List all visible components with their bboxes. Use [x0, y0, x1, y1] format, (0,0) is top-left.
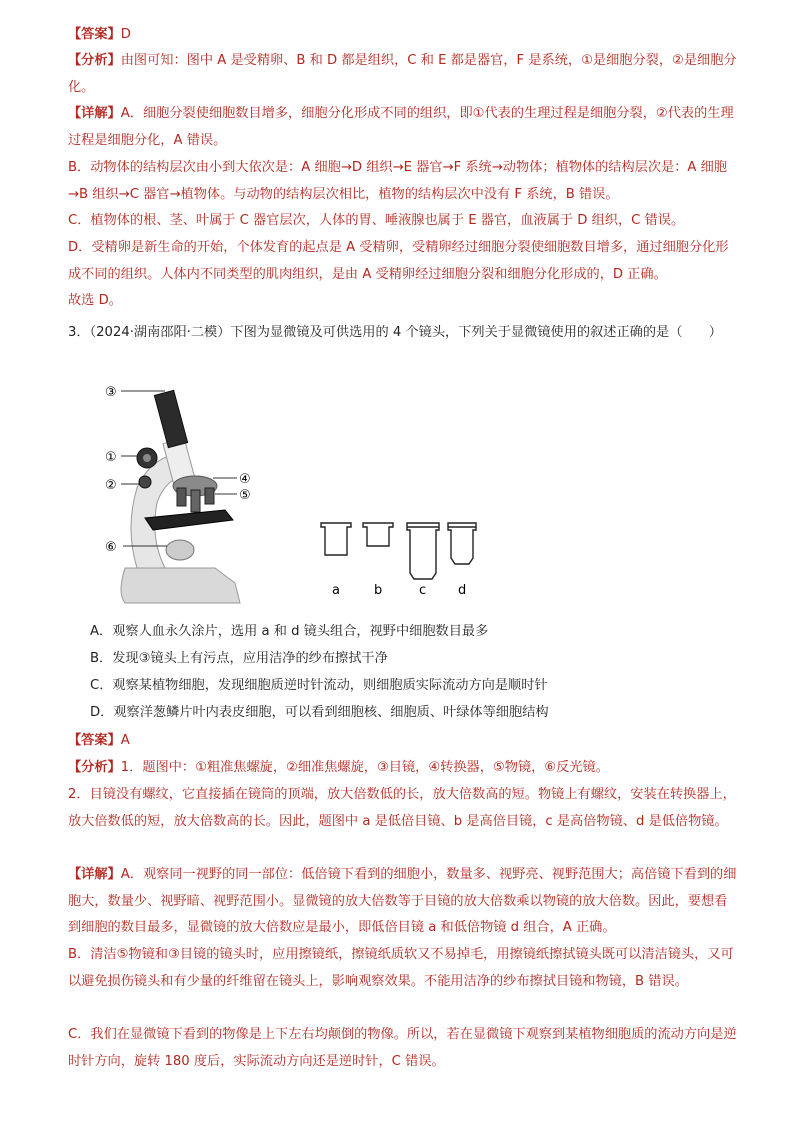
label-4: ④	[239, 472, 251, 487]
question-3-stem: 3．（2024·湖南邵阳·二模）下图为显微镜及可供选用的 4 个镜头，下列关于显微镜使用的叙述正确的是（ ）	[68, 325, 722, 340]
microscope-base	[121, 568, 240, 603]
option-d: D．观察洋葱鳞片叶内表皮细胞，可以看到细胞核、细胞质、叶绿体等细胞结构	[90, 705, 549, 720]
option-a: A．观察人血永久涂片，选用 a 和 d 镜头组合，视野中细胞数目最多	[90, 624, 489, 639]
answer-tag-2: 【答案】	[68, 733, 121, 748]
detail-1d: D．受精卵是新生命的开始，个体发育的起点是 A 受精卵，受精卵经过细胞分裂使细胞数目增多，通过细胞分化形成不同的组织。人体内不同类型的肌肉组织，是由 A 受精卵经过细胞分裂和细胞分化形成的，D 正确。	[68, 240, 729, 282]
label-5: ⑤	[239, 488, 251, 503]
analysis-tag: 【分析】	[68, 53, 121, 68]
lens-label-a: a	[332, 583, 340, 598]
answer-line-1	[68, 22, 740, 49]
mirror	[166, 540, 194, 560]
answer-text-2: A	[120, 733, 130, 748]
analysis-2-line2: 2．目镜没有螺纹，它直接插在镜筒的顶端，放大倍数低的长，放大倍数高的短。物镜上有螺纹，安装在转换器上，放大倍数低的短，放大倍数高的长。因此，题图中 a 是低倍目镜、b 是高倍目镜，c 是高倍物镜、d 是低倍物镜。	[68, 787, 736, 829]
objective-2	[191, 490, 200, 512]
label-1: ①	[105, 450, 117, 465]
detail-tag-2: 【详解】	[68, 867, 121, 882]
lens-label-b: b	[374, 583, 383, 598]
eyepiece	[154, 390, 187, 447]
conclusion-1: 故选 D。	[68, 293, 122, 308]
label-2: ②	[105, 478, 117, 493]
detail-2a	[68, 862, 740, 942]
analysis-text: 由图可知：图中 A 是受精卵、B 和 D 都是组织，C 和 E 都是器官，F 是系统，①是细胞分裂，②是细胞分化。	[68, 53, 737, 95]
detail-tag: 【详解】	[68, 106, 121, 121]
label-3: ③	[105, 385, 117, 400]
option-c: C．观察某植物细胞，发现细胞质逆时针流动，则细胞质实际流动方向是顺时针	[90, 678, 548, 693]
analysis-1	[68, 48, 740, 101]
lens-label-d: d	[458, 583, 467, 598]
detail-1c: C．植物体的根、茎、叶属于 C 器官层次，人体的胃、唾液腺也属于 E 器官，血液属于 D 组织，C 错误。	[68, 213, 685, 228]
answer-text: D	[120, 27, 131, 42]
lens-a	[321, 523, 351, 555]
analysis-tag-2: 【分析】	[68, 760, 121, 775]
option-b: B．发现③镜头上有污点，应用洁净的纱布擦拭干净	[90, 651, 388, 666]
fine-knob	[139, 476, 151, 488]
lens-b	[363, 523, 393, 546]
lens-label-c: c	[419, 583, 427, 598]
lens-d	[448, 523, 476, 564]
analysis-text-2a: 1．题图中：①粗准焦螺旋，②细准焦螺旋，③目镜，④转换器，⑤物镜，⑥反光镜。	[120, 760, 609, 775]
detail-text-a: A．细胞分裂使细胞数目增多，细胞分化形成不同的组织，即①代表的生理过程是细胞分裂，②代表的生理过程是细胞分化，A 错误。	[68, 106, 734, 148]
label-6: ⑥	[105, 540, 117, 555]
detail-1b: B．动物体的结构层次由小到大依次是：A 细胞→D 组织→E 器官→F 系统→动物体；植物体的结构层次是：A 细胞→B 组织→C 器官→植物体。与动物的结构层次相比，植物的结构层次中没有 F 系统，B 错误。	[68, 160, 728, 202]
detail-1a	[68, 101, 740, 154]
detail-2b: B．清洁⑤物镜和③目镜的镜头时，应用擦镜纸，擦镜纸质软又不易掉毛，用擦镜纸擦拭镜头既可以清洁镜头，又可以避免损伤镜头和有少量的纤维留在镜头上，影响观察效果。不能用洁净的纱布擦拭目镜和物镜，B 错误。	[68, 947, 734, 989]
analysis-2-line1	[68, 755, 740, 782]
detail-2c: C．我们在显微镜下看到的物像是上下左右均颠倒的物像。所以，若在显微镜下观察到某植物细胞质的流动方向是逆时针方向，旋转 180 度后，实际流动方向还是逆时针，C 错误。	[68, 1027, 737, 1069]
objective-1	[177, 488, 186, 506]
lens-c	[407, 523, 439, 579]
stage	[145, 510, 233, 530]
detail-text-2a: A．观察同一视野的同一部位：低倍镜下看到的细胞小，数量多、视野亮、视野范围大；高倍镜下看到的细胞大，数量少、视野暗、视野范围小。显微镜的放大倍数等于目镜的放大倍数乘以物镜的放大倍数。因此，要想看到细胞的数目最多，显微镜的放大倍数应是最小，即低倍目镜 a 和低倍物镜 d 组合，A 正确。	[68, 867, 737, 936]
answer-line-2	[68, 728, 740, 755]
microscope-figure	[95, 378, 495, 610]
answer-tag: 【答案】	[68, 27, 121, 42]
objective-3	[205, 488, 214, 504]
